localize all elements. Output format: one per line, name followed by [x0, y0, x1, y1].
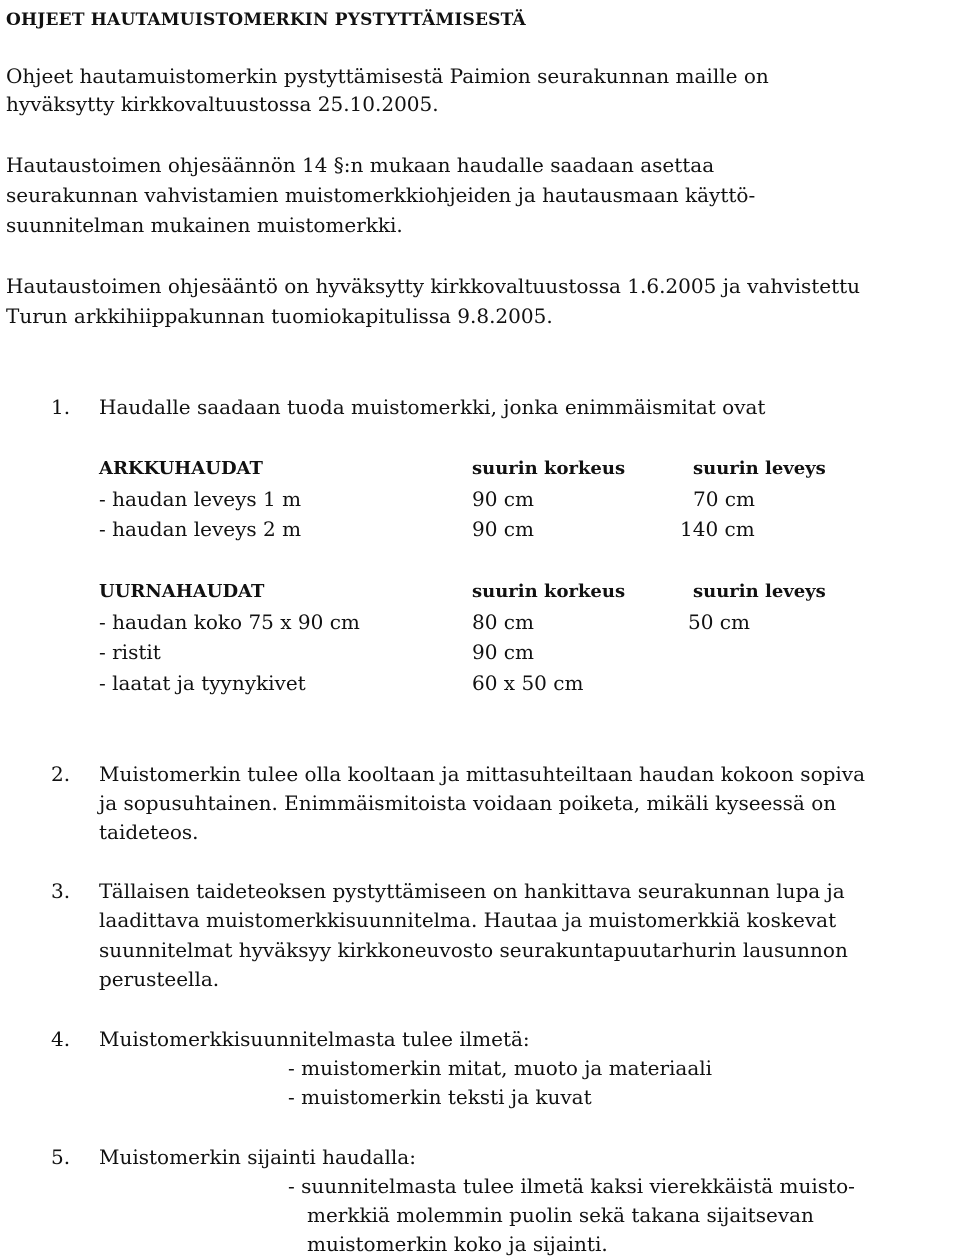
- para2-line-2: seurakunnan vahvistamien muistomerkkiohjeiden ja hautausmaan käyttö-: [6, 183, 756, 207]
- item3-line-3: suunnitelmat hyväksyy kirkkoneuvosto seurakuntapuutarhurin lausunnon: [99, 938, 848, 962]
- uurna-col-height: suurin korkeus: [472, 581, 626, 602]
- item5-bullet-line-1: - suunnitelmasta tulee ilmetä kaksi vierekkäistä muisto-: [288, 1174, 855, 1198]
- item5-number: 5.: [51, 1145, 71, 1169]
- arkku-row-1-width: 70 cm: [693, 487, 755, 511]
- item2-line-1: Muistomerkin tulee olla kooltaan ja mittasuhteiltaan haudan kokoon sopiva: [99, 762, 866, 786]
- uurna-row-1-height: 80 cm: [472, 610, 534, 634]
- arkku-col-width: suurin leveys: [693, 458, 826, 479]
- item2-line-3: taideteos.: [99, 820, 199, 844]
- intro-line-1: Ohjeet hautamuistomerkin pystyttämisestä Paimion seurakunnan maille on: [6, 64, 769, 88]
- uurna-heading: UURNAHAUDAT: [99, 581, 265, 602]
- arkku-row-2-label: - haudan leveys 2 m: [99, 517, 302, 541]
- arkku-heading: ARKKUHAUDAT: [99, 458, 263, 479]
- para3-line-2: Turun arkkihiippakunnan tuomiokapitulissa 9.8.2005.: [6, 304, 553, 328]
- para2-line-1: Hautaustoimen ohjesäännön 14 §:n mukaan haudalle saadaan asettaa: [6, 153, 715, 177]
- para3-line-1: Hautaustoimen ohjesääntö on hyväksytty kirkkovaltuustossa 1.6.2005 ja vahvistettu: [6, 274, 861, 298]
- item5-bullet-line-3: muistomerkin koko ja sijainti.: [307, 1232, 608, 1256]
- item3-line-4: perusteella.: [99, 967, 220, 991]
- item3-line-2: laadittava muistomerkkisuunnitelma. Hautaa ja muistomerkkiä koskevat: [99, 908, 837, 932]
- arkku-row-1-label: - haudan leveys 1 m: [99, 487, 302, 511]
- item4-bullet-1: - muistomerkin mitat, muoto ja materiaali: [288, 1056, 713, 1080]
- intro-line-2: hyväksytty kirkkovaltuustossa 25.10.2005.: [6, 92, 439, 116]
- arkku-row-2-height: 90 cm: [472, 517, 534, 541]
- document-title: OHJEET HAUTAMUISTOMERKIN PYSTYTTÄMISESTÄ: [6, 10, 526, 30]
- uurna-row-2-label: - ristit: [99, 640, 161, 664]
- arkku-row-1-height: 90 cm: [472, 487, 534, 511]
- item1-number: 1.: [51, 395, 71, 419]
- item2-number: 2.: [51, 762, 71, 786]
- uurna-row-3-height: 60 x 50 cm: [472, 671, 584, 695]
- uurna-col-width: suurin leveys: [693, 581, 826, 602]
- uurna-row-1-width: 50 cm: [688, 610, 750, 634]
- item3-number: 3.: [51, 879, 71, 903]
- arkku-row-2-width: 140 cm: [680, 517, 755, 541]
- item1-text: Haudalle saadaan tuoda muistomerkki, jonka enimmäismitat ovat: [99, 395, 766, 419]
- item4-number: 4.: [51, 1027, 71, 1051]
- item5-bullet-line-2: merkkiä molemmin puolin sekä takana sijaitsevan: [307, 1203, 814, 1227]
- para2-line-3: suunnitelman mukainen muistomerkki.: [6, 213, 403, 237]
- item3-line-1: Tällaisen taideteoksen pystyttämiseen on hankittava seurakunnan lupa ja: [99, 879, 845, 903]
- arkku-col-height: suurin korkeus: [472, 458, 626, 479]
- item2-line-2: ja sopusuhtainen. Enimmäismitoista voidaan poiketa, mikäli kyseessä on: [99, 791, 837, 815]
- item5-text: Muistomerkin sijainti haudalla:: [99, 1145, 416, 1169]
- uurna-row-2-height: 90 cm: [472, 640, 534, 664]
- uurna-row-1-label: - haudan koko 75 x 90 cm: [99, 610, 360, 634]
- item4-text: Muistomerkkisuunnitelmasta tulee ilmetä:: [99, 1027, 530, 1051]
- item4-bullet-2: - muistomerkin teksti ja kuvat: [288, 1085, 592, 1109]
- uurna-row-3-label: - laatat ja tyynykivet: [99, 671, 306, 695]
